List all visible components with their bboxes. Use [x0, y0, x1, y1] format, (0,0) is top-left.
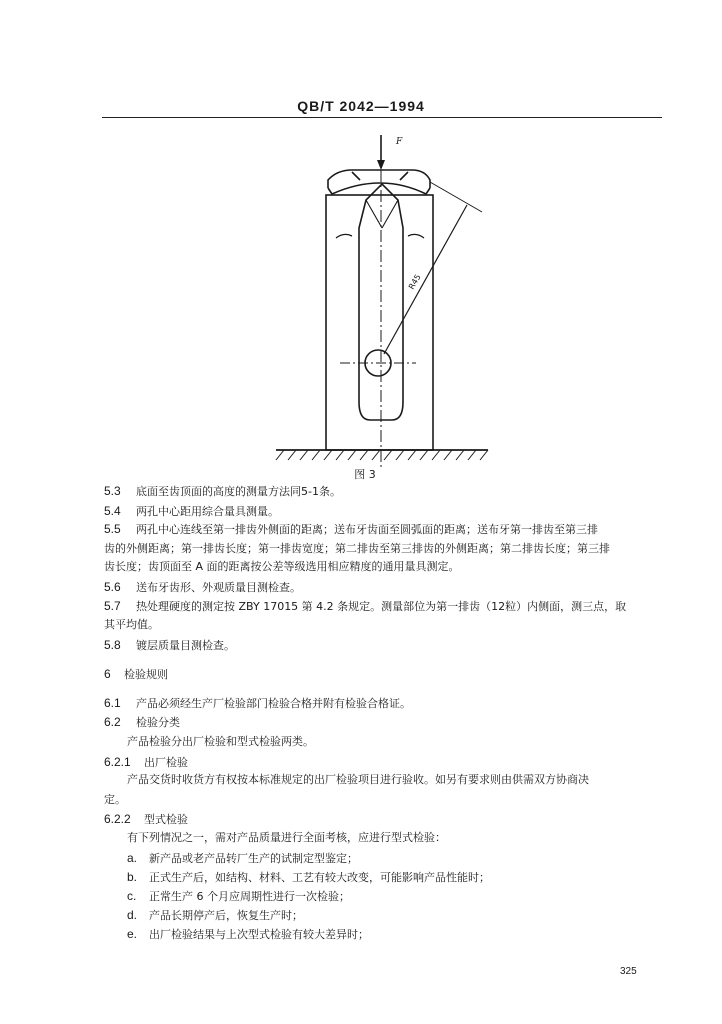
figure-caption: 图 3	[354, 468, 376, 481]
main-block	[326, 195, 433, 450]
clause-6-2-body: 产品检验分出厂检验和型式检验两类。	[127, 735, 314, 748]
list-item-b: b. 正式生产后，如结构、材料、工艺有较大改变，可能影响产品性能时；	[127, 870, 490, 884]
centerlines	[340, 150, 416, 470]
clause-5-5-line-3: 齿长度；齿顶面至 A 面的距离按公差等级选用相应精度的通用量具测定。	[104, 560, 460, 573]
list-item-a: a. 新产品或老产品转厂生产的试制定型鉴定；	[127, 851, 358, 865]
figure-3-drawing	[0, 0, 722, 480]
clause-6-2-1-body: 产品交货时收货方有权按本标准规定的出厂检验项目进行验收。如另有要求则由供需双方协商决	[127, 773, 589, 786]
radius-label: R45	[406, 272, 423, 291]
clause-5-3: 5.3 底面至齿顶面的高度的测量方法同5-1条。	[104, 484, 341, 498]
clause-6-2-1: 6.2.1 出厂检验	[104, 755, 188, 769]
clause-6-2-2-body: 有下列情况之一，需对产品质量进行全面考核，应进行型式检验：	[127, 831, 446, 844]
ground-hatch	[276, 450, 488, 460]
clause-5-5: 5.5 两孔中心连线至第一排齿外侧面的距离；送布牙齿面至圆弧面的距离；送布牙第一排齿至第三排	[104, 522, 598, 536]
clause-6-1: 6.1 产品必须经生产厂检验部门检验合格并附有检验合格证。	[104, 696, 411, 710]
clause-5-5-line-2: 齿的外侧距离；第一排齿长度；第一排齿宽度；第二排齿至第三排齿的外侧距离；第二排齿长度；第三排	[104, 542, 610, 555]
cap-arc	[332, 183, 426, 194]
top-cap	[328, 170, 430, 188]
clause-5-6: 5.6 送布牙齿形、外观质量目测检查。	[104, 580, 301, 594]
clause-6-2: 6.2 检验分类	[104, 715, 180, 729]
page-number: 325	[620, 966, 637, 977]
clause-5-7-line-2: 其平均值。	[104, 618, 159, 631]
list-item-d: d. 产品长期停产后，恢复生产时；	[127, 908, 303, 922]
clause-5-4: 5.4 两孔中心距用综合量具测量。	[104, 504, 279, 518]
clause-6-2-1-body-line-2: 定。	[104, 793, 126, 806]
clause-5-8: 5.8 镀层质量目测检查。	[104, 638, 235, 652]
page-header: QB/T 2042—1994	[297, 98, 425, 114]
section-6-heading: 6 检验规则	[104, 667, 168, 681]
clause-5-7: 5.7 热处理硬度的测定按 ZBY 17015 第 4.2 条规定。测量部位为第一排齿（12粒）内侧面，测三点，取	[104, 599, 627, 613]
clause-6-2-2: 6.2.2 型式检验	[104, 812, 188, 826]
list-item-e: e. 出厂检验结果与上次型式检验有较大差异时；	[127, 927, 369, 941]
radius-line	[384, 205, 467, 354]
list-item-c: c. 正常生产 6 个月应周期性进行一次检验；	[127, 889, 350, 903]
force-label: F	[396, 137, 403, 147]
